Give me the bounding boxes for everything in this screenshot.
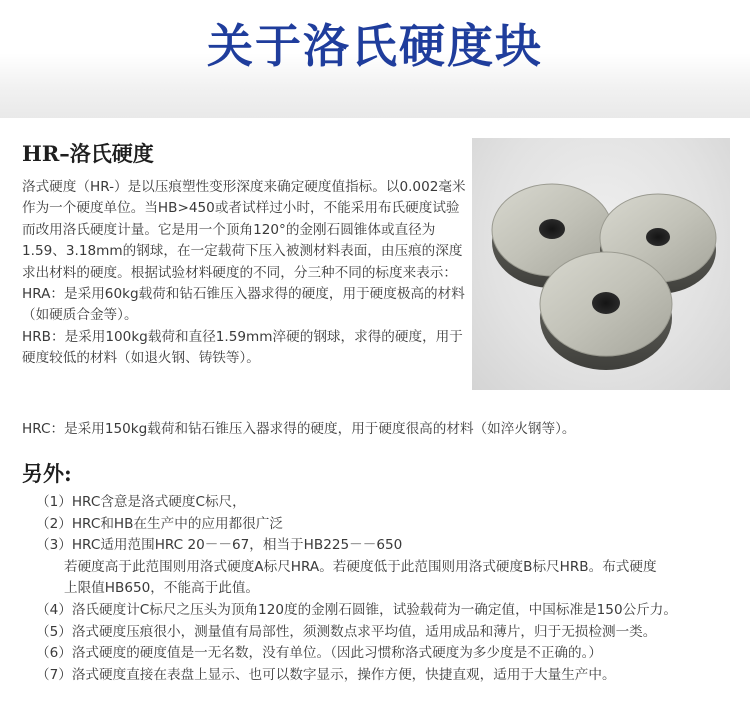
note-item-2: （2）HRC和HB在生产中的应用都很广泛 xyxy=(36,515,283,532)
extra-title: 另外: xyxy=(22,461,72,486)
note-item-6: （6）洛式硬度的硬度值是一无名数，没有单位。（因此习惯称洛式硬度为多少度是不正确的。） xyxy=(36,645,602,662)
description-block xyxy=(22,177,468,370)
note-item-3: （3）HRC适用范围HRC 20－－67，相当于HB225－－650 xyxy=(36,537,403,554)
note-item-7: （7）洛式硬度直接在表盘上显示、也可以数字显示，操作方便，快捷直观，适用于大量生产中。 xyxy=(36,666,616,683)
hra-paragraph: HRA：是采用60kg载荷和钻石锥压入器求得的硬度，用于硬度极高的材料（如硬质合金等）。 xyxy=(22,286,465,324)
hrc-paragraph: HRC：是采用150kg载荷和钻石锥压入器求得的硬度，用于硬度很高的材料（如淬火钢等）。 xyxy=(22,421,576,437)
extra-notes-list xyxy=(36,492,744,686)
note-item-3-detail-2: 上限值HB650，不能高于此值。 xyxy=(64,580,260,597)
intro-paragraph: 洛式硬度（HR-）是以压痕塑性变形深度来确定硬度值指标。以0.002毫米作为一个硬度单位。当HB>450或者试样过小时，不能采用布氏硬度试验而改用洛氏硬度计量。它是用一个顶角120°的金刚石圆锥体或直径为1.59、3.18mm的钢球，在一定载荷下压入被测材料表面，由压痕的深度求出材料的硬度。根据试验材料硬度的不同，分三种不同的标度来表示： xyxy=(22,179,466,281)
hardness-block-front xyxy=(540,252,672,370)
note-item-3-detail-1: 若硬度高于此范围则用洛式硬度A标尺HRA。若硬度低于此范围则用洛式硬度B标尺HRB。布式硬度 xyxy=(64,558,657,575)
hardness-blocks-illustration xyxy=(472,138,730,390)
page-title: 关于洛氏硬度块 xyxy=(207,19,543,73)
note-item-5: （5）洛式硬度压痕很小，测量值有局部性，须测数点求平均值，适用成品和薄片，归于无损检测一类。 xyxy=(36,623,657,640)
note-item-1: （1）HRC含意是洛式硬度C标尺， xyxy=(36,494,246,510)
section-title: HR–洛氏硬度 xyxy=(22,141,154,166)
hardness-blocks-photo xyxy=(472,138,730,390)
hrb-paragraph: HRB：是采用100kg载荷和直径1.59mm淬硬的钢球，求得的硬度，用于硬度较低的材料（如退火钢、铸铁等）。 xyxy=(22,328,463,367)
note-item-4: （4）洛氏硬度计C标尺之压头为顶角120度的金刚石圆锥，试验载荷为一确定值，中国标准是150公斤力。 xyxy=(36,601,677,618)
header-banner xyxy=(0,0,750,118)
